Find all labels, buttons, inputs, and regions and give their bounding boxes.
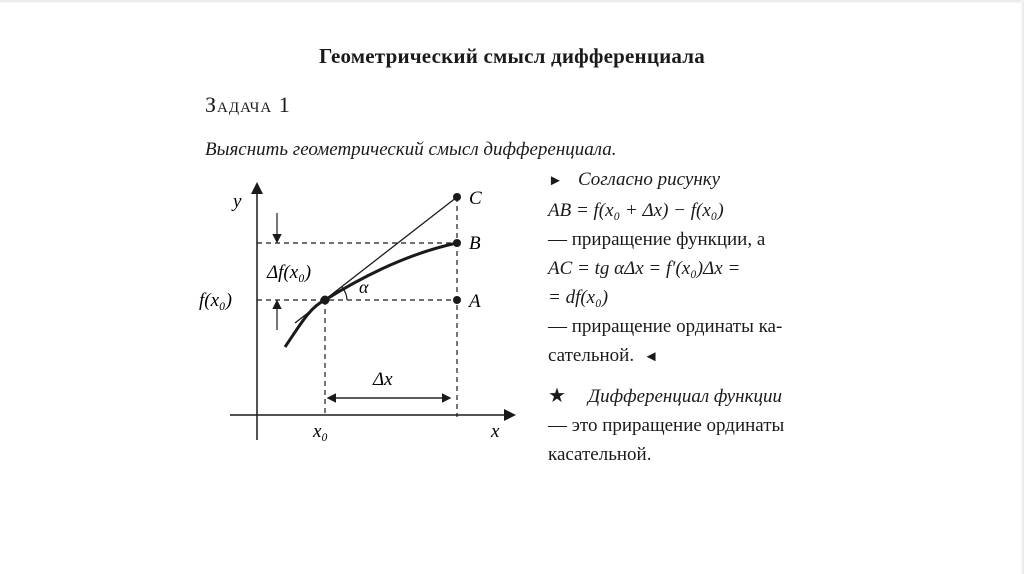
explanation-text-1: Согласно рисунку xyxy=(578,169,721,190)
explanation-line-3: — приращение функции, а xyxy=(548,229,766,250)
y-axis-label: y xyxy=(233,191,242,212)
point-b-label: B xyxy=(469,233,481,254)
fx0-label: f(x₀) xyxy=(199,290,232,311)
alpha-label: α xyxy=(359,277,369,297)
task-statement: Выяснить геометрический смысл дифференциала. xyxy=(205,139,617,160)
conclusion-text-1: Дифференциал функции xyxy=(588,386,782,407)
tangent-line xyxy=(295,197,457,323)
point-c-label: C xyxy=(469,188,482,209)
conclusion-line-2: — это приращение ординаты xyxy=(548,415,785,436)
x0-label: x₀ xyxy=(313,421,329,442)
point-c xyxy=(453,193,461,201)
figure-svg xyxy=(195,175,535,450)
differential-figure xyxy=(195,175,535,450)
point-a-label: A xyxy=(469,291,481,312)
explanation-line-6: — приращение ординаты ка- xyxy=(548,316,783,337)
start-marker-icon: ► xyxy=(548,173,563,189)
explanation-line-7 xyxy=(548,341,868,372)
delta-f-label: Δf(x₀) xyxy=(267,262,312,283)
delta-x-label: Δx xyxy=(373,369,393,390)
task-heading: Задача 1 xyxy=(205,92,291,117)
conclusion-line-3: касательной. xyxy=(548,444,652,465)
explanation-line-5: = df(x₀) xyxy=(548,287,609,308)
x-axis-label: x xyxy=(491,421,500,442)
point-x0 xyxy=(321,296,330,305)
point-b xyxy=(453,239,461,247)
explanation-block xyxy=(548,165,868,469)
explanation-line-4: AC = tg αΔx = f′(x₀)Δx = xyxy=(548,258,741,279)
explanation-line-2: AB = f(x₀ + Δx) − f(x₀) xyxy=(548,200,724,221)
function-curve xyxy=(285,243,457,347)
slide-title: Геометрический смысл дифференциала xyxy=(319,44,705,68)
explanation-text-7: сательной. xyxy=(548,345,635,366)
star-icon: ★ xyxy=(548,385,566,407)
section-gap xyxy=(548,372,868,382)
conclusion-line-1 xyxy=(548,382,868,411)
frame-top-border xyxy=(0,0,1024,3)
explanation-line-1 xyxy=(548,165,868,196)
point-a xyxy=(453,296,461,304)
end-marker-icon: ◄ xyxy=(643,349,659,365)
